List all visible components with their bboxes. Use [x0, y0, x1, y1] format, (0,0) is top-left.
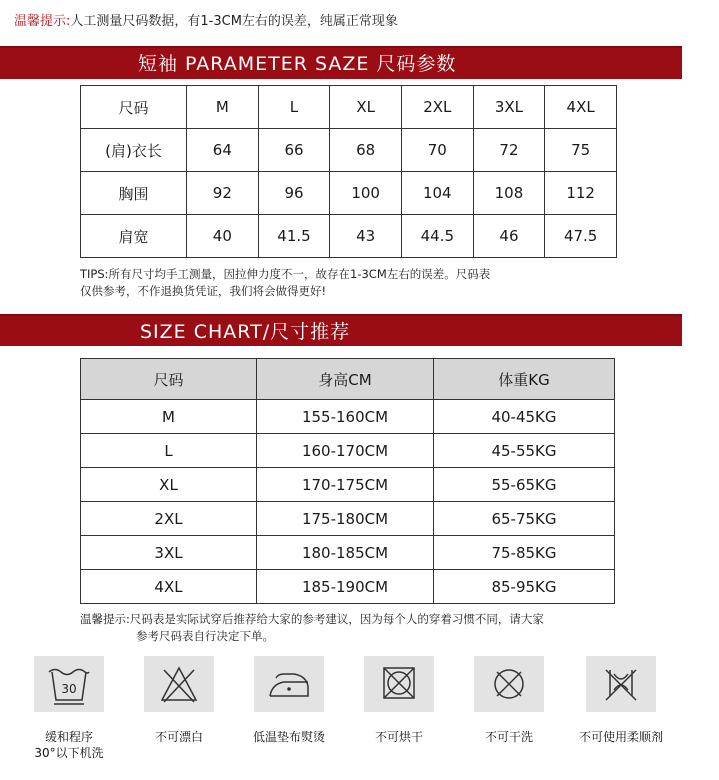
table-cell: 3XL	[81, 536, 257, 570]
section-band-size-chart	[0, 314, 682, 346]
table-row	[81, 434, 615, 468]
table-cell: 70	[401, 129, 473, 172]
table-cell: 40	[187, 215, 259, 258]
care-label: 不可烘干	[374, 730, 423, 744]
no-tumble-dry-icon	[364, 656, 434, 712]
table-row	[81, 215, 617, 258]
notice-text: 人工测量尺码数据，有1-3CM左右的误差，纯属正常现象	[70, 14, 398, 29]
parameter-table	[80, 85, 617, 258]
table-cell: 108	[473, 172, 545, 215]
table-cell: 4XL	[81, 570, 257, 604]
table-cell: L	[81, 434, 257, 468]
note-line: 温馨提示:尺码表是实际试穿后推荐给大家的参考建议，因为每个人的穿着习惯不同，请大家	[80, 612, 544, 626]
table-cell: 胸围	[81, 172, 187, 215]
table-header-cell: 尺码	[81, 359, 257, 400]
table-cell: 160-170CM	[257, 434, 434, 468]
table-cell: 175-180CM	[257, 502, 434, 536]
care-label: 不可干洗	[484, 730, 533, 744]
table-cell: XL	[330, 86, 402, 129]
notice-label: 温馨提示:	[14, 14, 71, 29]
table-cell: 66	[258, 129, 330, 172]
tips-line: TIPS:所有尺寸均手工测量，因拉伸力度不一，故存在1-3CM左右的误差。尺码表	[80, 267, 491, 281]
gentle-wash-icon	[34, 656, 104, 712]
table-cell: 65-75KG	[434, 502, 615, 536]
table-cell: 55-65KG	[434, 468, 615, 502]
table-cell: 41.5	[258, 215, 330, 258]
table-cell: 40-45KG	[434, 400, 615, 434]
note-line: 参考尺码表自行决定下单。	[136, 629, 274, 643]
table-cell: 2XL	[401, 86, 473, 129]
table-cell: M	[81, 400, 257, 434]
table-cell: 100	[330, 172, 402, 215]
no-bleach-icon	[144, 656, 214, 712]
care-label-line: 30°以下机洗	[34, 746, 104, 760]
table-cell: 46	[473, 215, 545, 258]
table-header-cell: 体重KG	[434, 359, 615, 400]
table-row	[81, 86, 617, 129]
care-label: 不可使用柔顺剂	[578, 730, 663, 744]
table-row	[81, 502, 615, 536]
table-cell: 75	[545, 129, 617, 172]
no-softener-icon	[586, 656, 656, 712]
table-cell: 45-55KG	[434, 434, 615, 468]
table-row	[81, 400, 615, 434]
care-label: 低温垫布熨烫	[252, 730, 325, 744]
notice	[14, 10, 398, 29]
table-cell: 92	[187, 172, 259, 215]
section-band-parameter	[0, 46, 682, 79]
no-dry-clean-icon	[474, 656, 544, 712]
table-cell: 180-185CM	[257, 536, 434, 570]
table-cell: 104	[401, 172, 473, 215]
table-cell: 44.5	[401, 215, 473, 258]
table-cell: 3XL	[473, 86, 545, 129]
table-row	[81, 172, 617, 215]
table-cell: 肩宽	[81, 215, 187, 258]
size-note	[80, 611, 620, 645]
table-cell: 4XL	[545, 86, 617, 129]
table-cell: 112	[545, 172, 617, 215]
care-label: 不可漂白	[154, 730, 203, 744]
table-cell: 170-175CM	[257, 468, 434, 502]
table-cell: M	[187, 86, 259, 129]
tips-text	[80, 266, 620, 300]
table-header-cell: 身高CM	[257, 359, 434, 400]
table-cell: 96	[258, 172, 330, 215]
table-cell: 尺码	[81, 86, 187, 129]
table-cell: 85-95KG	[434, 570, 615, 604]
care-label	[14, 729, 124, 761]
table-row	[81, 536, 615, 570]
table-cell: 2XL	[81, 502, 257, 536]
table-cell: 155-160CM	[257, 400, 434, 434]
table-cell: 68	[330, 129, 402, 172]
table-row	[81, 129, 617, 172]
table-header-row	[81, 359, 615, 400]
wash-temp: 30	[61, 682, 77, 696]
care-label-line: 缓和程序	[44, 730, 93, 744]
table-cell: 72	[473, 129, 545, 172]
table-cell: 75-85KG	[434, 536, 615, 570]
table-cell: 43	[330, 215, 402, 258]
size-chart-table	[80, 358, 615, 604]
table-cell: 64	[187, 129, 259, 172]
table-cell: 185-190CM	[257, 570, 434, 604]
iron-low-icon	[254, 656, 324, 712]
section-title-size-chart: SIZE CHART/尺寸推荐	[140, 320, 351, 343]
table-cell: L	[258, 86, 330, 129]
section-title-parameter: 短袖 PARAMETER SAZE 尺码参数	[138, 53, 457, 75]
table-cell: XL	[81, 468, 257, 502]
table-cell: 47.5	[545, 215, 617, 258]
table-cell: (肩)衣长	[81, 129, 187, 172]
table-row	[81, 570, 615, 604]
tips-line: 仅供参考，不作退换货凭证，我们将会做得更好!	[80, 284, 327, 298]
table-row	[81, 468, 615, 502]
